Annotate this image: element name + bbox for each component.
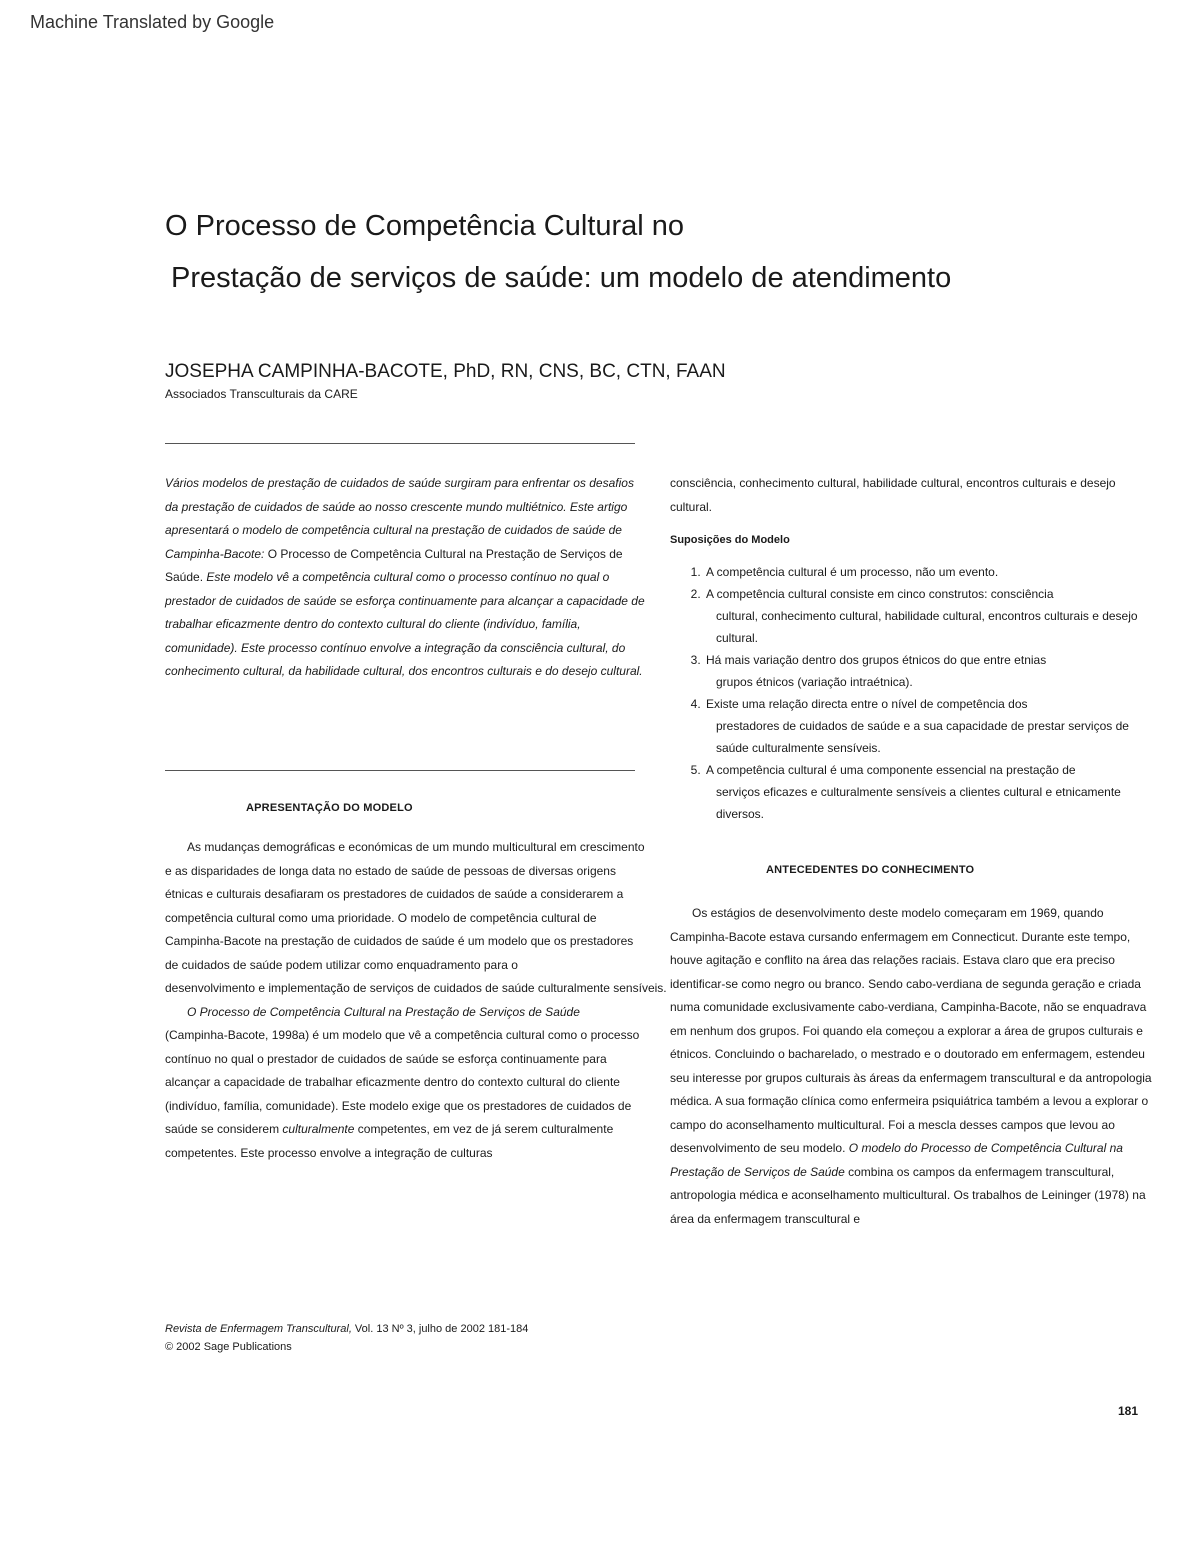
background-paragraph-end: combina os campos da enfermagem transcultural, antropologia médica e aconselhamento multicultural. Os trabalhos de Leininger (1978) na área da enfermagem transcultural e — [670, 1164, 1146, 1226]
presentation-paragraph-2b: competentes, em vez de já serem culturalmente competentes. Este processo envolve a integração de culturas — [165, 1122, 614, 1160]
assumption-continuation: prestadores de cuidados de saúde e a sua capacidade de prestar serviços de saúde culturalmente sensíveis. — [716, 718, 1129, 755]
assumption-item — [704, 693, 1150, 759]
right-column-top — [670, 472, 1150, 825]
abstract-part-1: Vários modelos de prestação de cuidados de saúde surgiram para enfrentar os desafios da prestação de cuidados de saúde ao nosso crescente mundo multiétnico. Este artigo apresentará o modelo de competência cultural na prestação de cuidados de saúde de Campinha-Bacote: — [165, 476, 634, 561]
assumption-text: Existe uma relação directa entre o nível de competência dos — [706, 696, 1028, 711]
page-number: 181 — [1118, 1404, 1139, 1418]
left-column-body — [165, 836, 667, 1165]
article-title — [165, 200, 951, 304]
assumptions-list — [670, 561, 1150, 825]
assumption-continuation: grupos étnicos (variação intraétnica). — [716, 674, 913, 689]
assumption-text: A competência cultural é uma componente essencial na prestação de — [706, 762, 1076, 777]
assumption-text: A competência cultural é um processo, não um evento. — [706, 564, 999, 579]
section-heading-presentation: APRESENTAÇÃO DO MODELO — [246, 802, 413, 814]
continuation-text: consciência, conhecimento cultural, habilidade cultural, encontros culturais e desejo cultural. — [670, 476, 1116, 514]
abstract-part-3: Este modelo vê a competência cultural como o processo contínuo no qual o prestador de cuidados de saúde se esforça continuamente para alcançar a capacidade de trabalhar eficazmente dentro do contexto cultural do cliente (indivíduo, família, comunidade). Este processo contínuo envolve a integração da consciência cultural, do conhecimento cultural, da habilidade cultural, dos encontros culturais e do desejo cultural. — [165, 570, 645, 678]
model-name-italic-2: O modelo do Processo de Competência Cultural na Prestação de Serviços de Saúde — [670, 1141, 1123, 1179]
assumption-text: A competência cultural consiste em cinco construtos: consciência — [706, 586, 1054, 601]
abstract-part-2: O Processo de Competência Cultural na Prestação de Serviços de Saúde. — [165, 546, 623, 584]
machine-translation-label: Machine Translated by Google — [30, 12, 275, 32]
journal-name: Revista de Enfermagem Transcultural, — [165, 1323, 352, 1335]
background-paragraph: Os estágios de desenvolvimento deste modelo começaram em 1969, quando Campinha-Bacote estava cursando enfermagem em Connecticut. Durante este tempo, houve agitação e conflito na área das relações raciais. Estava claro que era preciso identificar-se como negro ou branco. Sendo cabo-verdiana de segunda geração e criada numa comunidade exclusivamente cabo-verdiana, Campinha-Bacote, não se enquadrava em nenhum dos grupos. Foi quando ela começou a explorar a área de grupos culturais e étnicos. Concluindo o bacharelado, o mestrado e o doutorado em enfermagem, estendeu seu interesse por grupos culturais às áreas da enfermagem transcultural e da antropologia médica. A sua formação clínica como enfermeira psiquiátrica também a levou a explorar o campo do aconselhamento multicultural. Foi a mescla desses campos que levou ao desenvolvimento de seu modelo. — [670, 906, 1152, 1155]
assumption-item — [704, 561, 1150, 583]
assumption-item — [704, 759, 1150, 825]
journal-reference — [165, 1320, 528, 1356]
assumption-item — [704, 583, 1150, 649]
abstract-top-rule — [165, 443, 635, 444]
assumption-text: Há mais variação dentro dos grupos étnicos do que entre etnias — [706, 652, 1047, 667]
presentation-paragraph-2a: (Campinha-Bacote, 1998a) é um modelo que vê a competência cultural como o processo contínuo no qual o prestador de cuidados de saúde se esforça continuamente para alcançar a capacidade de trabalhar eficazmente dentro do contexto cultural do cliente (indivíduo, família, comunidade). Este modelo exige que os prestadores de cuidados de saúde se considerem — [165, 1028, 640, 1136]
title-line-2: Prestação de serviços de saúde: um modelo de atendimento — [171, 262, 952, 294]
title-line-1: O Processo de Competência Cultural no — [165, 210, 685, 242]
model-name-italic: O Processo de Competência Cultural na Prestação de Serviços de Saúde — [187, 1004, 580, 1019]
author-affiliation: Associados Transculturais da CARE — [165, 387, 358, 401]
assumption-continuation: cultural, conhecimento cultural, habilidade cultural, encontros culturais e desejo cultural. — [716, 608, 1138, 645]
presentation-paragraph-1: As mudanças demográficas e económicas de um mundo multicultural em crescimento e as disparidades de longa data no estado de saúde de pessoas de diversas origens étnicas e culturais desafiaram os prestadores de cuidados de saúde a considerarem a competência cultural como uma prioridade. O modelo de competência cultural de Campinha-Bacote na prestação de cuidados de saúde é um modelo que os prestadores de cuidados de saúde podem utilizar como enquadramento para o — [165, 840, 645, 972]
abstract — [165, 472, 650, 684]
section-heading-background: ANTECEDENTES DO CONHECIMENTO — [766, 864, 975, 876]
author-name: JOSEPHA CAMPINHA-BACOTE, PhD, RN, CNS, BC, CTN, FAAN — [165, 361, 726, 382]
abstract-bottom-rule — [165, 770, 635, 771]
assumptions-heading: Suposições do Modelo — [670, 534, 790, 546]
presentation-paragraph-1-last-line: desenvolvimento e implementação de serviços de cuidados de saúde culturalmente sensíveis. — [165, 981, 667, 995]
presentation-italic-word: culturalmente — [282, 1122, 355, 1136]
assumption-item — [704, 649, 1150, 693]
copyright-line: © 2002 Sage Publications — [165, 1341, 292, 1353]
assumption-continuation: serviços eficazes e culturalmente sensíveis a clientes cultural e etnicamente diversos. — [716, 784, 1121, 821]
right-column-body — [670, 902, 1160, 1231]
journal-volume: Vol. 13 Nº 3, julho de 2002 181-184 — [351, 1323, 529, 1335]
